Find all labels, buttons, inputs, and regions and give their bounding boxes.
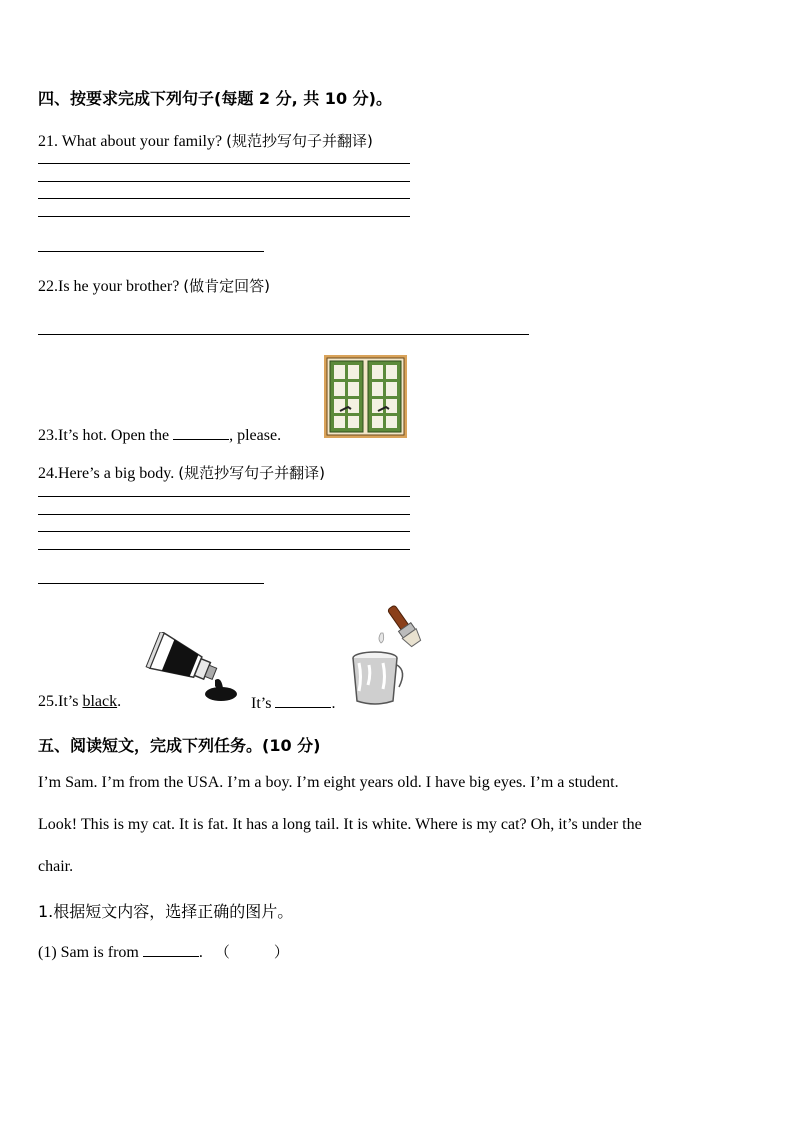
section-5-title: 五、阅读短文，完成下列任务。(10 分) bbox=[38, 736, 321, 755]
task-1-question-1-text: (1) Sam is from bbox=[38, 944, 139, 961]
answer-line-24-4 bbox=[38, 549, 410, 550]
question-23-before: .It’s hot. Open the bbox=[54, 427, 170, 444]
task-1-question-1-dot: . bbox=[198, 944, 203, 961]
question-23 bbox=[38, 425, 281, 445]
answer-line-22 bbox=[38, 334, 529, 335]
translation-line-21 bbox=[38, 251, 264, 252]
question-21-number: 21 bbox=[38, 133, 54, 150]
passage-line-1: I’m Sam. I’m from the USA. I’m a boy. I’m eight years old. I have big eyes. I’m a student. bbox=[38, 774, 619, 791]
answer-line-21-3 bbox=[38, 198, 410, 199]
question-22 bbox=[38, 275, 270, 296]
question-22-hint: (做肯定回答) bbox=[183, 277, 271, 295]
answer-line-21-1 bbox=[38, 163, 410, 164]
answer-paren-close: ） bbox=[273, 943, 289, 961]
answer-line-21-4 bbox=[38, 216, 410, 217]
answer-blank-23[interactable] bbox=[173, 425, 229, 440]
question-25-second-before: It’s bbox=[251, 695, 272, 712]
question-21-hint: (规范抄写句子并翻译) bbox=[226, 132, 373, 150]
passage-line-3: chair. bbox=[38, 858, 74, 875]
task-1-question-1 bbox=[38, 941, 289, 962]
question-23-number: 23 bbox=[38, 427, 54, 444]
question-25-second bbox=[251, 693, 335, 713]
paint-tube-picture bbox=[145, 632, 240, 704]
question-25-dot: . bbox=[117, 693, 122, 710]
question-22-number: 22 bbox=[38, 278, 54, 295]
translation-line-24 bbox=[38, 583, 264, 584]
question-24-number: 24 bbox=[38, 465, 54, 482]
question-25-underlined-word: black bbox=[82, 693, 118, 710]
question-23-after: , please. bbox=[229, 427, 282, 444]
window-picture bbox=[324, 355, 407, 438]
question-24-text: .Here’s a big body. bbox=[54, 465, 175, 482]
question-25-before: .It’s bbox=[54, 693, 79, 710]
answer-line-24-2 bbox=[38, 514, 410, 515]
answer-blank-task-1-1[interactable] bbox=[143, 942, 199, 957]
section-4-title: 四、按要求完成下列句子(每题 2 分, 共 10 分)。 bbox=[38, 89, 392, 108]
task-1-instruction: 1.根据短文内容，选择正确的图片。 bbox=[38, 902, 294, 921]
answer-line-24-1 bbox=[38, 496, 410, 497]
passage-line-2: Look! This is my cat. It is fat. It has a long tail. It is white. Where is my cat? Oh, it’s under the bbox=[38, 816, 642, 833]
question-22-text: .Is he your brother? bbox=[54, 278, 180, 295]
question-24-hint: (规范抄写句子并翻译) bbox=[178, 464, 325, 482]
answer-paren-open: （ bbox=[214, 943, 230, 961]
question-25 bbox=[38, 693, 121, 711]
question-21 bbox=[38, 130, 373, 151]
answer-line-21-2 bbox=[38, 181, 410, 182]
answer-blank-25[interactable] bbox=[275, 693, 331, 708]
question-24 bbox=[38, 462, 325, 483]
question-21-text: . What about your family? bbox=[54, 133, 223, 150]
paint-bucket-picture bbox=[345, 603, 427, 707]
answer-line-24-3 bbox=[38, 531, 410, 532]
question-25-second-after: . bbox=[331, 695, 336, 712]
question-25-number: 25 bbox=[38, 693, 54, 710]
